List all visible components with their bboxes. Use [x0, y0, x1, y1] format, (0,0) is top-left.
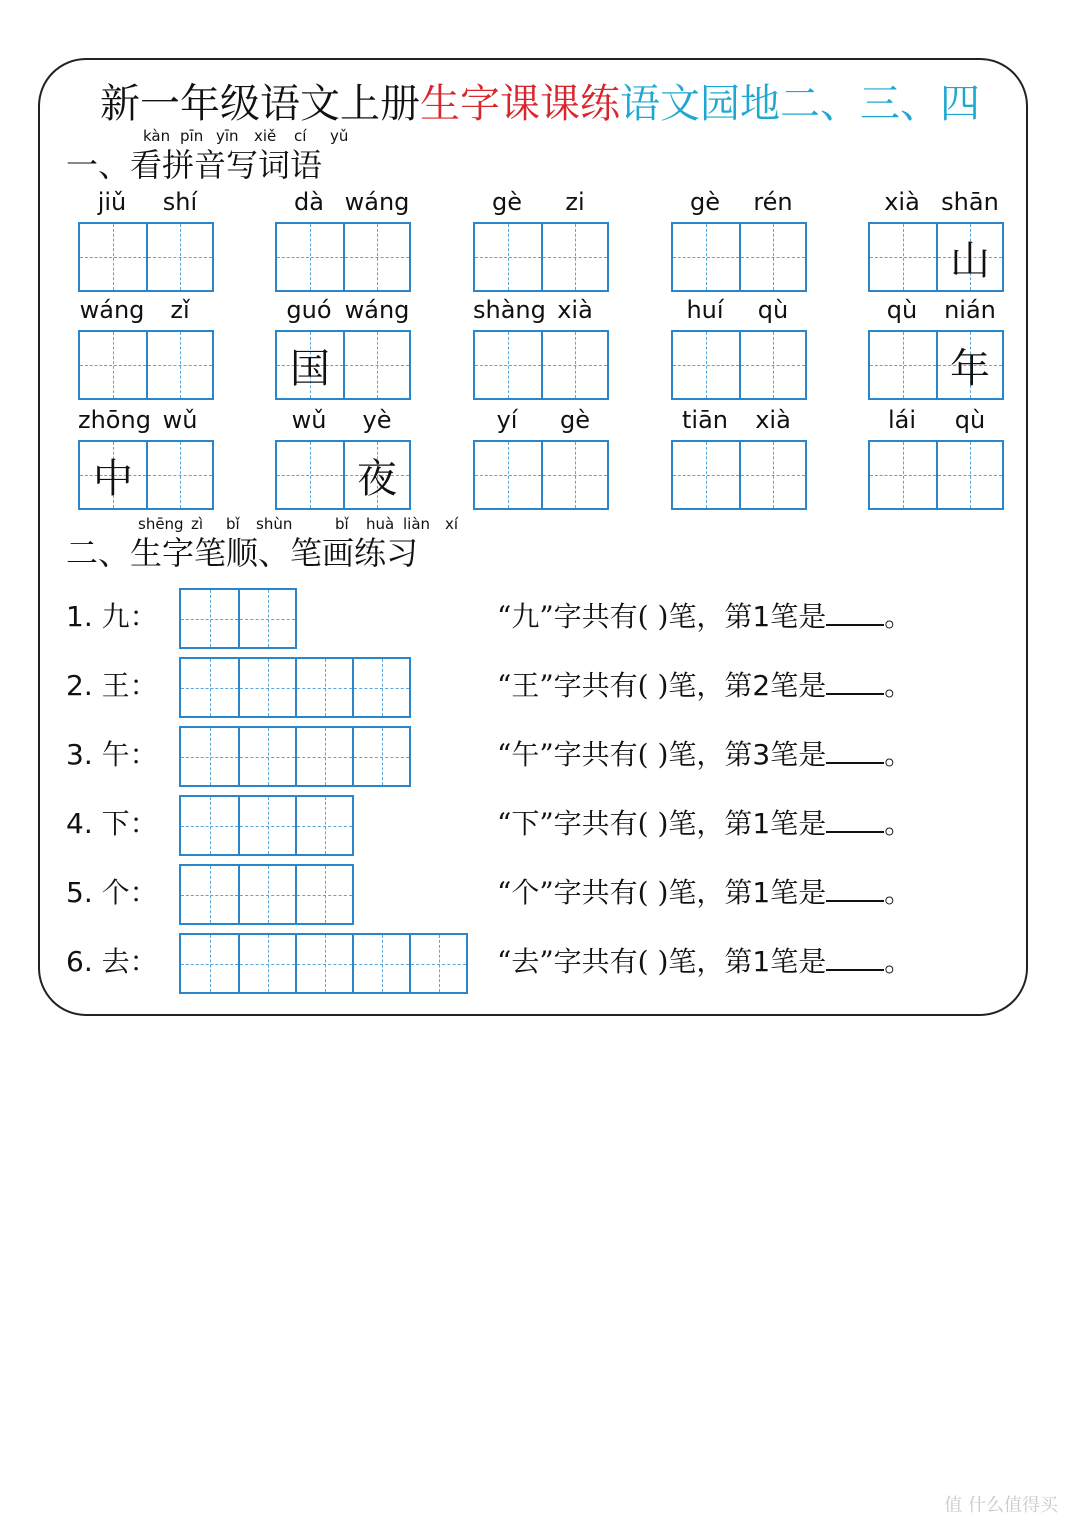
stroke-cell[interactable]: [238, 728, 295, 785]
given-character: [673, 332, 739, 398]
pinyin-syllable: shàng: [473, 296, 546, 324]
question-label: 3. 午：: [66, 738, 158, 771]
stroke-number: 3: [752, 738, 771, 771]
tianzige-box-pair: [78, 440, 214, 510]
page-title: [0, 80, 1080, 128]
given-character: [870, 224, 936, 290]
question-mid-text: 字共有( )笔，第: [553, 876, 753, 909]
given-character: [673, 442, 739, 508]
stroke-cell[interactable]: [295, 797, 352, 854]
given-character: [938, 442, 1002, 508]
open-quote: “: [497, 669, 512, 702]
target-character: 王: [511, 669, 540, 702]
pinyin-syllable: dà: [294, 188, 324, 216]
pinyin-syllable: wáng: [344, 188, 410, 216]
section1-heading: 一、看拼音写词语: [66, 146, 323, 184]
writing-cell[interactable]: [475, 332, 541, 398]
writing-cell[interactable]: [277, 442, 343, 508]
stroke-number: 2: [752, 669, 771, 702]
given-character: 中: [93, 455, 133, 502]
pinyin-syllable: nián: [944, 296, 996, 324]
stroke-cell[interactable]: [238, 590, 295, 647]
tianzige-box-pair: [275, 440, 411, 510]
given-character: [80, 332, 146, 398]
stroke-order-boxes: [179, 726, 411, 787]
stroke-cell[interactable]: [181, 659, 238, 716]
given-character: [475, 332, 541, 398]
pinyin-syllable: shí: [162, 188, 198, 216]
ruby-yu: yǔ: [330, 127, 349, 145]
stroke-cell[interactable]: [238, 866, 295, 923]
section2-heading: 二、生字笔顺、笔画练习: [66, 534, 419, 572]
question-label: 5. 个：: [66, 876, 158, 909]
ruby-bi-1: bǐ: [226, 515, 240, 533]
stroke-number: 1: [752, 876, 771, 909]
stroke-cell[interactable]: [181, 728, 238, 785]
pinyin-syllable: wáng: [344, 296, 410, 324]
given-character: [475, 442, 541, 508]
ruby-hua: huà: [366, 515, 395, 533]
writing-cell[interactable]: [739, 442, 805, 508]
given-character: [741, 224, 805, 290]
stroke-cell[interactable]: [295, 935, 352, 992]
ruby-xie: xiě: [254, 127, 277, 145]
ruby-pin: pīn: [180, 127, 204, 145]
ruby-lian: liàn: [403, 515, 431, 533]
answer-blank[interactable]: [826, 807, 884, 833]
given-character: [475, 224, 541, 290]
question-label: 6. 去：: [66, 945, 158, 978]
question-end-text: 笔是: [770, 738, 827, 771]
tianzige-box-pair: [473, 222, 609, 292]
given-character: [543, 332, 607, 398]
question-mid-text: 字共有( )笔，第: [553, 669, 753, 702]
pinyin-syllable: qù: [757, 296, 789, 324]
stroke-cell[interactable]: [295, 659, 352, 716]
question-end-text: 笔是: [770, 876, 827, 909]
tianzige-box-pair: [671, 440, 807, 510]
title-part-3: 语文园地二、三、四: [620, 81, 980, 127]
writing-cell[interactable]: [936, 442, 1002, 508]
given-character: [741, 332, 805, 398]
writing-cell[interactable]: [475, 442, 541, 508]
ruby-kan: kàn: [143, 127, 171, 145]
tianzige-box-pair: [868, 330, 1004, 400]
question-end-text: 笔是: [770, 669, 827, 702]
writing-cell[interactable]: [541, 332, 607, 398]
question-mid-text: 字共有( )笔，第: [553, 945, 753, 978]
question-end-text: 笔是: [770, 945, 827, 978]
pinyin-syllable: wáng: [79, 296, 145, 324]
tianzige-box-pair: [78, 222, 214, 292]
pinyin-syllable: zi: [565, 188, 585, 216]
period: 。: [884, 945, 913, 978]
open-quote: “: [497, 738, 512, 771]
given-character: [345, 224, 409, 290]
pinyin-syllable: zhōng: [78, 406, 151, 434]
pinyin-syllable: gè: [560, 406, 590, 434]
given-character: [870, 442, 936, 508]
stroke-cell[interactable]: [181, 935, 238, 992]
stroke-order-boxes: [179, 933, 468, 994]
tianzige-box-pair: [473, 440, 609, 510]
stroke-order-boxes: [179, 588, 297, 649]
period: 。: [884, 876, 913, 909]
close-quote: ”: [539, 738, 554, 771]
pinyin-syllable: gè: [492, 188, 522, 216]
writing-cell[interactable]: [739, 332, 805, 398]
given-character: [345, 332, 409, 398]
tianzige-box-pair: [868, 440, 1004, 510]
tianzige-box-pair: [671, 222, 807, 292]
stroke-order-boxes: [179, 657, 411, 718]
question-mid-text: 字共有( )笔，第: [553, 600, 753, 633]
pinyin-syllable: zǐ: [170, 296, 190, 324]
writing-cell[interactable]: [343, 442, 409, 508]
pinyin-syllable: tiān: [682, 406, 728, 434]
pinyin-syllable: yí: [496, 406, 518, 434]
pinyin-syllable: guó: [286, 296, 332, 324]
target-character: 个: [511, 876, 540, 909]
tianzige-box-pair: [275, 330, 411, 400]
writing-cell[interactable]: [277, 332, 343, 398]
pinyin-syllable: yè: [362, 406, 392, 434]
given-character: [543, 442, 607, 508]
writing-cell[interactable]: [541, 224, 607, 290]
writing-cell[interactable]: [343, 224, 409, 290]
writing-cell[interactable]: [673, 332, 739, 398]
stroke-cell[interactable]: [238, 797, 295, 854]
close-quote: ”: [539, 669, 554, 702]
question-label: 4. 下：: [66, 807, 158, 840]
given-character: [148, 332, 212, 398]
stroke-cell[interactable]: [181, 866, 238, 923]
answer-blank[interactable]: [826, 876, 884, 902]
target-character: 九: [511, 600, 540, 633]
writing-cell[interactable]: [673, 224, 739, 290]
writing-cell[interactable]: [870, 224, 936, 290]
stroke-question: [497, 738, 912, 772]
ruby-zi: zì: [191, 515, 204, 533]
pinyin-syllable: xià: [557, 296, 593, 324]
answer-blank[interactable]: [826, 669, 884, 695]
question-end-text: 笔是: [770, 600, 827, 633]
tianzige-box-pair: [275, 222, 411, 292]
writing-cell[interactable]: [80, 442, 146, 508]
writing-cell[interactable]: [343, 332, 409, 398]
stroke-number: 1: [752, 945, 771, 978]
writing-cell[interactable]: [277, 224, 343, 290]
given-character: [277, 224, 343, 290]
watermark: 值 什么值得买: [944, 1495, 1058, 1516]
writing-cell[interactable]: [146, 224, 212, 290]
ruby-bi-2: bǐ: [335, 515, 349, 533]
close-quote: ”: [539, 600, 554, 633]
stroke-cell[interactable]: [352, 659, 409, 716]
tianzige-box-pair: [473, 330, 609, 400]
stroke-question: [497, 807, 912, 841]
given-character: [148, 442, 212, 508]
writing-cell[interactable]: [146, 442, 212, 508]
writing-cell[interactable]: [541, 442, 607, 508]
target-character: 去: [511, 945, 540, 978]
writing-cell[interactable]: [80, 224, 146, 290]
stroke-cell[interactable]: [181, 590, 238, 647]
target-character: 午: [511, 738, 540, 771]
pinyin-syllable: shān: [941, 188, 999, 216]
period: 。: [884, 669, 913, 702]
given-character: 国: [290, 345, 330, 392]
given-character: 年: [950, 345, 990, 392]
given-character: [673, 224, 739, 290]
given-character: [741, 442, 805, 508]
stroke-cell[interactable]: [352, 935, 409, 992]
writing-cell[interactable]: [870, 332, 936, 398]
open-quote: “: [497, 807, 512, 840]
ruby-sheng: shēng: [138, 515, 184, 533]
writing-cell[interactable]: [146, 332, 212, 398]
writing-cell[interactable]: [475, 224, 541, 290]
close-quote: ”: [539, 876, 554, 909]
stroke-cell[interactable]: [238, 935, 295, 992]
pinyin-syllable: qù: [954, 406, 986, 434]
period: 。: [884, 600, 913, 633]
title-part-2: 生字课课练: [420, 81, 620, 127]
pinyin-syllable: lái: [887, 406, 917, 434]
close-quote: ”: [539, 945, 554, 978]
given-character: 夜: [357, 455, 397, 502]
given-character: [277, 442, 343, 508]
open-quote: “: [497, 945, 512, 978]
tianzige-box-pair: [78, 330, 214, 400]
stroke-question: [497, 945, 912, 979]
stroke-cell[interactable]: [352, 728, 409, 785]
period: 。: [884, 738, 913, 771]
stroke-number: 1: [752, 807, 771, 840]
stroke-cell[interactable]: [295, 728, 352, 785]
stroke-cell[interactable]: [295, 866, 352, 923]
stroke-cell[interactable]: [238, 659, 295, 716]
pinyin-syllable: rén: [753, 188, 793, 216]
writing-cell[interactable]: [870, 442, 936, 508]
tianzige-box-pair: [868, 222, 1004, 292]
title-part-1: 新一年级语文上册: [100, 81, 420, 127]
answer-blank[interactable]: [826, 738, 884, 764]
ruby-yin: yīn: [216, 127, 239, 145]
stroke-order-boxes: [179, 795, 354, 856]
ruby-ci: cí: [294, 127, 307, 145]
writing-cell[interactable]: [673, 442, 739, 508]
pinyin-syllable: qù: [886, 296, 918, 324]
pinyin-syllable: gè: [690, 188, 720, 216]
open-quote: “: [497, 600, 512, 633]
writing-cell[interactable]: [936, 332, 1002, 398]
pinyin-syllable: jiǔ: [97, 188, 127, 216]
close-quote: ”: [539, 807, 554, 840]
given-character: 山: [950, 237, 990, 284]
stroke-number: 1: [752, 600, 771, 633]
target-character: 下: [511, 807, 540, 840]
stroke-order-boxes: [179, 864, 354, 925]
pinyin-syllable: wǔ: [162, 406, 198, 434]
stroke-cell[interactable]: [409, 935, 466, 992]
answer-blank[interactable]: [826, 600, 884, 626]
ruby-shun: shùn: [256, 515, 293, 533]
given-character: [80, 224, 146, 290]
given-character: [870, 332, 936, 398]
stroke-question: [497, 876, 912, 910]
question-label: 1. 九：: [66, 600, 158, 633]
open-quote: “: [497, 876, 512, 909]
stroke-cell[interactable]: [181, 797, 238, 854]
pinyin-syllable: huí: [686, 296, 724, 324]
tianzige-box-pair: [671, 330, 807, 400]
stroke-question: [497, 669, 912, 703]
writing-cell[interactable]: [739, 224, 805, 290]
writing-cell[interactable]: [80, 332, 146, 398]
question-mid-text: 字共有( )笔，第: [553, 807, 753, 840]
ruby-xi: xí: [445, 515, 459, 533]
pinyin-syllable: wǔ: [291, 406, 327, 434]
given-character: [543, 224, 607, 290]
stroke-question: [497, 600, 912, 634]
given-character: [148, 224, 212, 290]
pinyin-syllable: xià: [755, 406, 791, 434]
period: 。: [884, 807, 913, 840]
question-end-text: 笔是: [770, 807, 827, 840]
question-label: 2. 王：: [66, 669, 158, 702]
pinyin-syllable: xià: [884, 188, 920, 216]
writing-cell[interactable]: [936, 224, 1002, 290]
answer-blank[interactable]: [826, 945, 884, 971]
question-mid-text: 字共有( )笔，第: [553, 738, 753, 771]
